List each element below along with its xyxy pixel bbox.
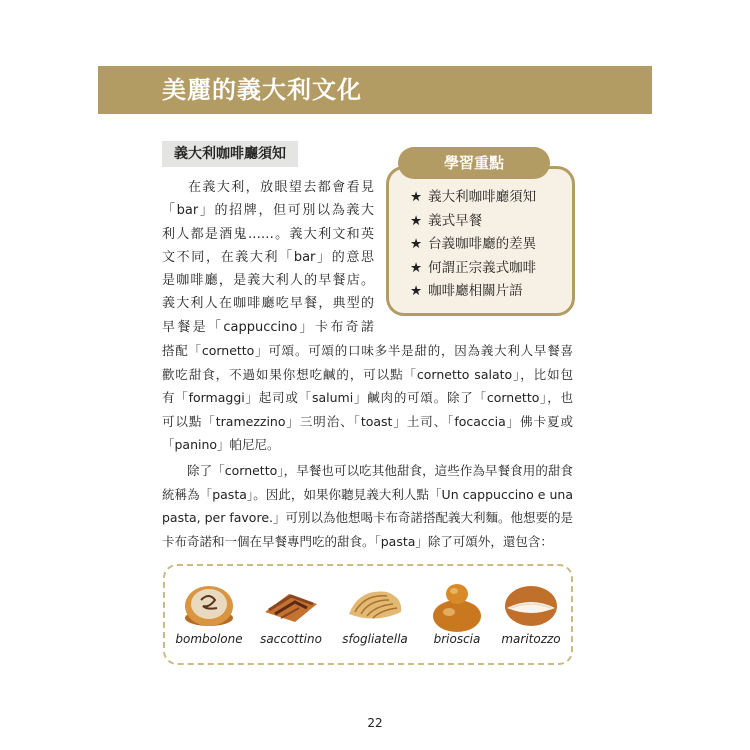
pasta-paragraph-text: 除了「cornetto」，早餐也可以吃其他甜食，這些作為早餐食用的甜食統稱為「pasta」。因此，如果你聽見義大利人點「Un cappuccino e una pasta, per favore.」可別以為他想喝卡布奇諾搭配義大利麵。他想要的是卡布奇諾和一個在早餐專門吃的甜食。「pasta」除了可頌外，還包含： (162, 463, 573, 549)
learning-points-title: 學習重點 (398, 147, 550, 179)
title-banner (98, 66, 652, 114)
saccottino-icon (261, 578, 321, 630)
sfogliatella-icon (345, 578, 405, 630)
page-number: 22 (367, 716, 383, 730)
brioscia-icon (427, 578, 487, 634)
learning-points-list (410, 186, 536, 304)
pastry-item (169, 566, 249, 663)
learning-point-label: 台義咖啡廳的差異 (428, 236, 537, 252)
body-line: 義大利人在咖啡廳吃早餐，典型的 (162, 296, 374, 312)
star-icon: ★ (410, 259, 423, 276)
pastry-label: brioscia (433, 632, 481, 646)
body-line: 「panino」帕尼尼。 (162, 437, 280, 452)
learning-point-item (410, 233, 536, 257)
learning-point-item (410, 280, 536, 304)
body-line: 在義大利，放眼望去都會看見 (188, 180, 374, 195)
pastry-label: bombolone (175, 632, 243, 646)
star-icon: ★ (410, 189, 423, 205)
body-line: 有「formaggi」起司或「salumi」鹹肉的可頌。除了「cornetto」，也 (162, 390, 573, 405)
maritozzo-icon (501, 578, 561, 630)
bombolone-icon (179, 578, 239, 630)
pastry-item (251, 566, 331, 663)
learning-point-item (410, 210, 536, 234)
pastry-label: maritozzo (501, 632, 561, 646)
learning-point-label: 何謂正宗義式咖啡 (428, 259, 537, 276)
body-line: 搭配「cornetto」可頌。可頌的口味多半是甜的，因為義大利人早餐喜 (162, 343, 573, 358)
pastry-item (491, 566, 571, 663)
body-line: 可以點「tramezzino」三明治、「toast」土司、「focaccia」佛卡夏或 (162, 413, 573, 429)
learning-point-label: 咖啡廳相關片語 (428, 283, 523, 299)
section-heading: 義大利咖啡廳須知 (162, 141, 298, 167)
pastry-panel (163, 564, 573, 665)
body-line: 利人都是酒鬼……。義大利文和英 (162, 226, 374, 242)
learning-point-item (410, 257, 536, 281)
intro-paragraph (162, 176, 374, 339)
intro-paragraph-continued (162, 339, 573, 457)
pastry-item (335, 566, 415, 663)
learning-point-item (410, 186, 536, 210)
pastry-item (417, 566, 497, 663)
pastry-label: saccottino (260, 632, 322, 646)
learning-point-label: 義大利咖啡廳須知 (428, 189, 537, 205)
star-icon: ★ (410, 283, 423, 299)
pastry-label: sfogliatella (342, 632, 408, 646)
body-line: 「bar」的招牌，但可別以為義大 (162, 203, 374, 219)
star-icon: ★ (410, 212, 423, 229)
page-title: 美麗的義大利文化 (162, 76, 362, 104)
body-line: 早餐是「cappuccino」卡布奇諾 (162, 319, 374, 335)
body-line: 是咖啡廳，是義大利人的早餐店。 (162, 273, 374, 289)
body-line: 文不同，在義大利「bar」的意思 (162, 249, 374, 265)
pasta-paragraph (162, 459, 573, 553)
learning-point-label: 義式早餐 (428, 212, 483, 229)
star-icon: ★ (410, 236, 423, 252)
body-line: 歡吃甜食，不過如果你想吃鹹的，可以點「cornetto salato」，比如包 (162, 366, 573, 382)
